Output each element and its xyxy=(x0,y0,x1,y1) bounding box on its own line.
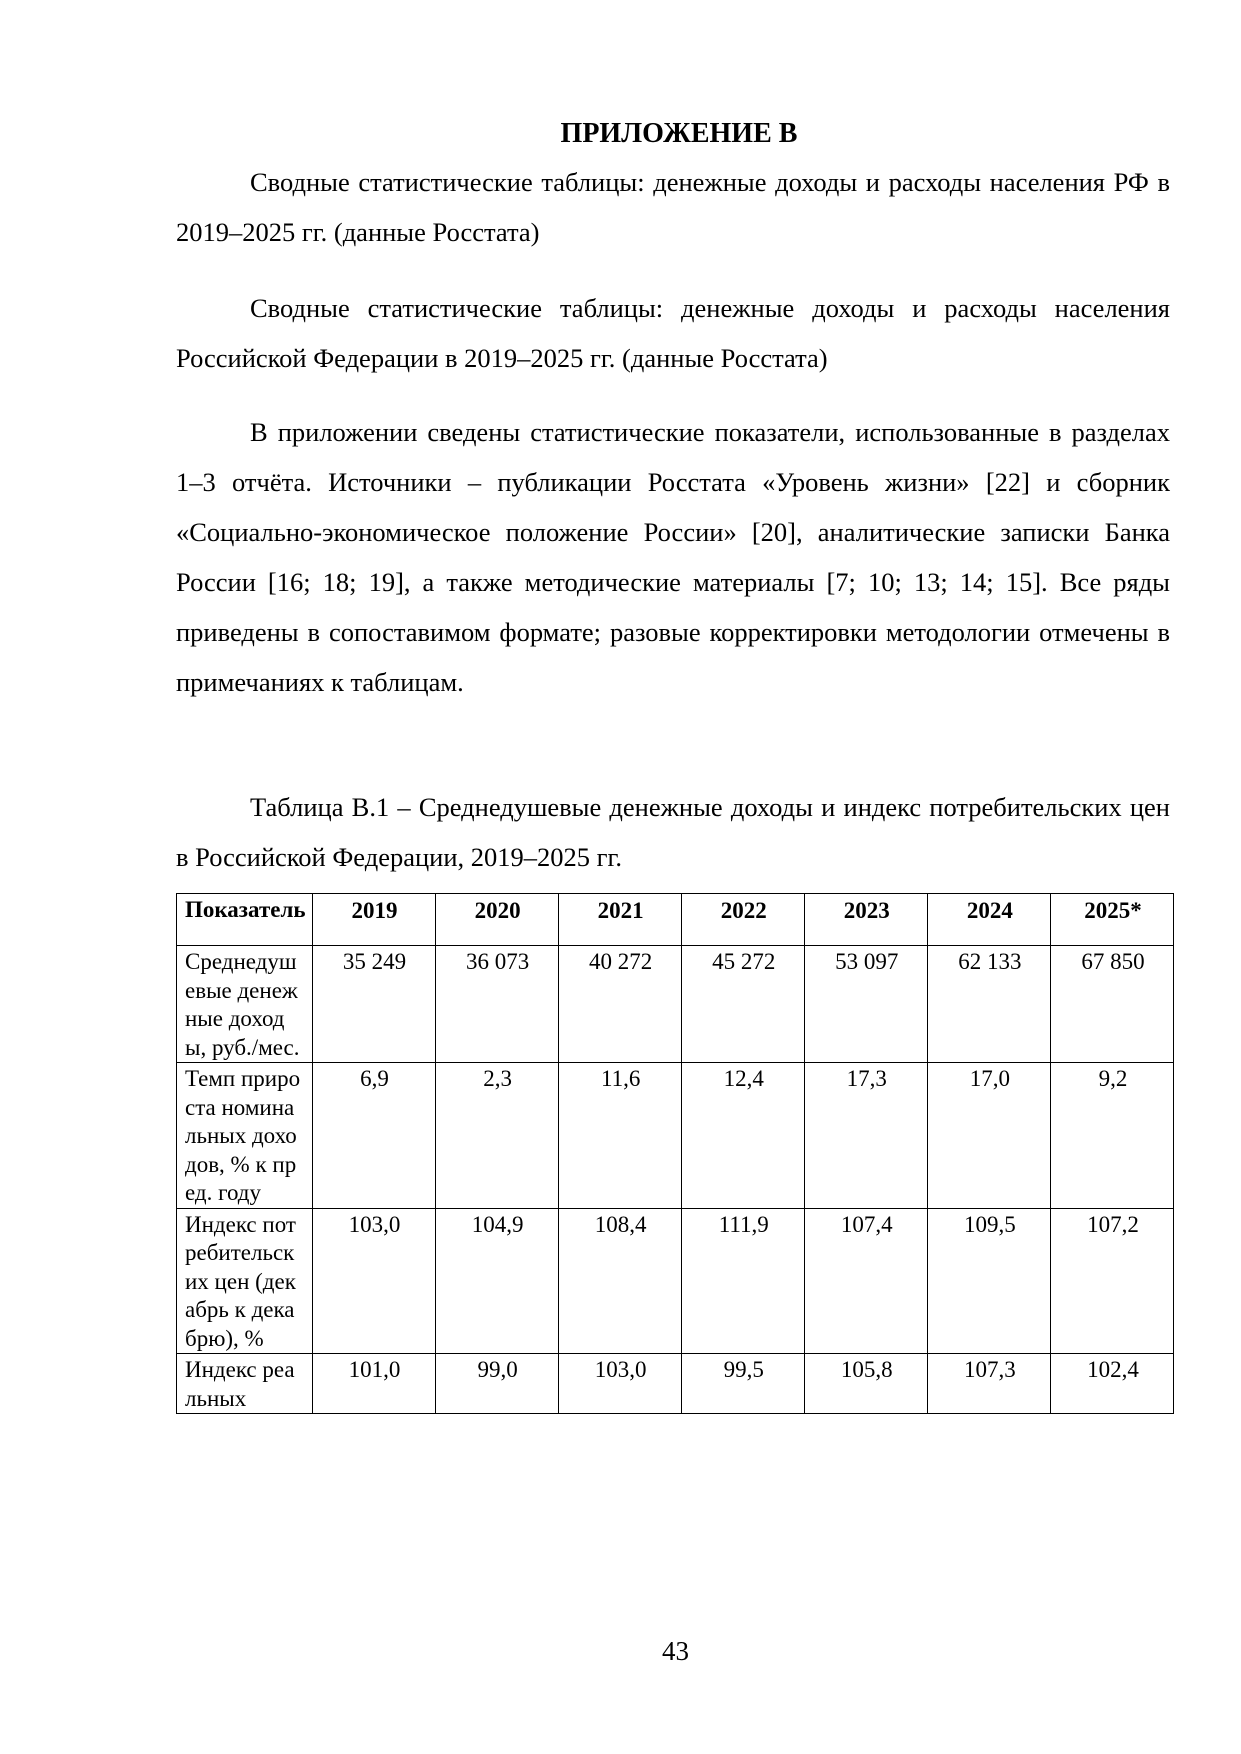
table-cell: 6,9 xyxy=(312,1063,435,1209)
row-label: Темп прироста номинальных доходов, % к пред. году xyxy=(177,1063,313,1209)
paragraph-subtitle-full: Сводные статистические таблицы: денежные доходы и расходы населения Российской Федерации в 2019–2025 гг. (данные Росстата) xyxy=(176,293,1170,373)
header-cell: 2022 xyxy=(681,894,804,946)
table-header-row xyxy=(177,894,1174,946)
header-cell: 2020 xyxy=(435,894,558,946)
paragraph-subtitle: Сводные статистические таблицы: денежные доходы и расходы населения РФ в 2019–2025 гг. (данные Росстата) xyxy=(176,167,1170,247)
row-label: Индекс реальных xyxy=(177,1354,313,1414)
table-row xyxy=(177,1208,1174,1354)
header-cell: 2021 xyxy=(558,894,681,946)
table-cell: 101,0 xyxy=(312,1354,435,1414)
table-cell: 107,4 xyxy=(804,1208,927,1354)
table-cell: 11,6 xyxy=(558,1063,681,1209)
table-cell: 99,0 xyxy=(435,1354,558,1414)
table-caption: Таблица В.1 – Среднедушевые денежные доходы и индекс потребительских цен в Российской Федерации, 2019–2025 гг. xyxy=(176,792,1170,872)
table-cell: 9,2 xyxy=(1050,1063,1173,1209)
table-cell: 105,8 xyxy=(804,1354,927,1414)
header-cell: 2019 xyxy=(312,894,435,946)
header-cell: 2024 xyxy=(927,894,1050,946)
table-row xyxy=(177,1354,1174,1414)
table-cell: 2,3 xyxy=(435,1063,558,1209)
table-cell: 104,9 xyxy=(435,1208,558,1354)
table-cell: 67 850 xyxy=(1050,946,1173,1063)
table-row xyxy=(177,946,1174,1063)
table-cell: 111,9 xyxy=(681,1208,804,1354)
appendix-title: ПРИЛОЖЕНИЕ В xyxy=(560,118,798,149)
table-cell: 62 133 xyxy=(927,946,1050,1063)
table-cell: 36 073 xyxy=(435,946,558,1063)
table-cell: 107,3 xyxy=(927,1354,1050,1414)
table-cell: 103,0 xyxy=(312,1208,435,1354)
table-cell: 35 249 xyxy=(312,946,435,1063)
income-cpi-table xyxy=(176,893,1174,1414)
header-cell: 2025* xyxy=(1050,894,1173,946)
table-cell: 53 097 xyxy=(804,946,927,1063)
table-cell: 102,4 xyxy=(1050,1354,1173,1414)
table-cell: 17,3 xyxy=(804,1063,927,1209)
paragraph-sources: В приложении сведены статистические показатели, использованные в разделах 1–3 отчёта. Источники – публикации Росстата «Уровень жизни» [22] и сборник «Социально-экономическое положение России» [20], аналитические записки Банка России [16; 18; 19], а также методические материалы [7; 10; 13; 14; 15]. Все ряды приведены в сопоставимом формате; разовые корректировки методологии отмечены в примечаниях к таблицам. xyxy=(176,417,1170,697)
table-cell: 108,4 xyxy=(558,1208,681,1354)
table-cell: 17,0 xyxy=(927,1063,1050,1209)
table-row xyxy=(177,1063,1174,1209)
row-label: Среднедушевые денежные доходы, руб./мес. xyxy=(177,946,313,1063)
page-number: 43 xyxy=(662,1636,689,1666)
table-cell: 107,2 xyxy=(1050,1208,1173,1354)
table-cell: 40 272 xyxy=(558,946,681,1063)
header-cell: Показатель xyxy=(177,894,313,946)
table-cell: 12,4 xyxy=(681,1063,804,1209)
table-cell: 109,5 xyxy=(927,1208,1050,1354)
table-cell: 103,0 xyxy=(558,1354,681,1414)
row-label: Индекс потребительских цен (декабрь к декабрю), % xyxy=(177,1208,313,1354)
table-cell: 45 272 xyxy=(681,946,804,1063)
table-cell: 99,5 xyxy=(681,1354,804,1414)
header-cell: 2023 xyxy=(804,894,927,946)
